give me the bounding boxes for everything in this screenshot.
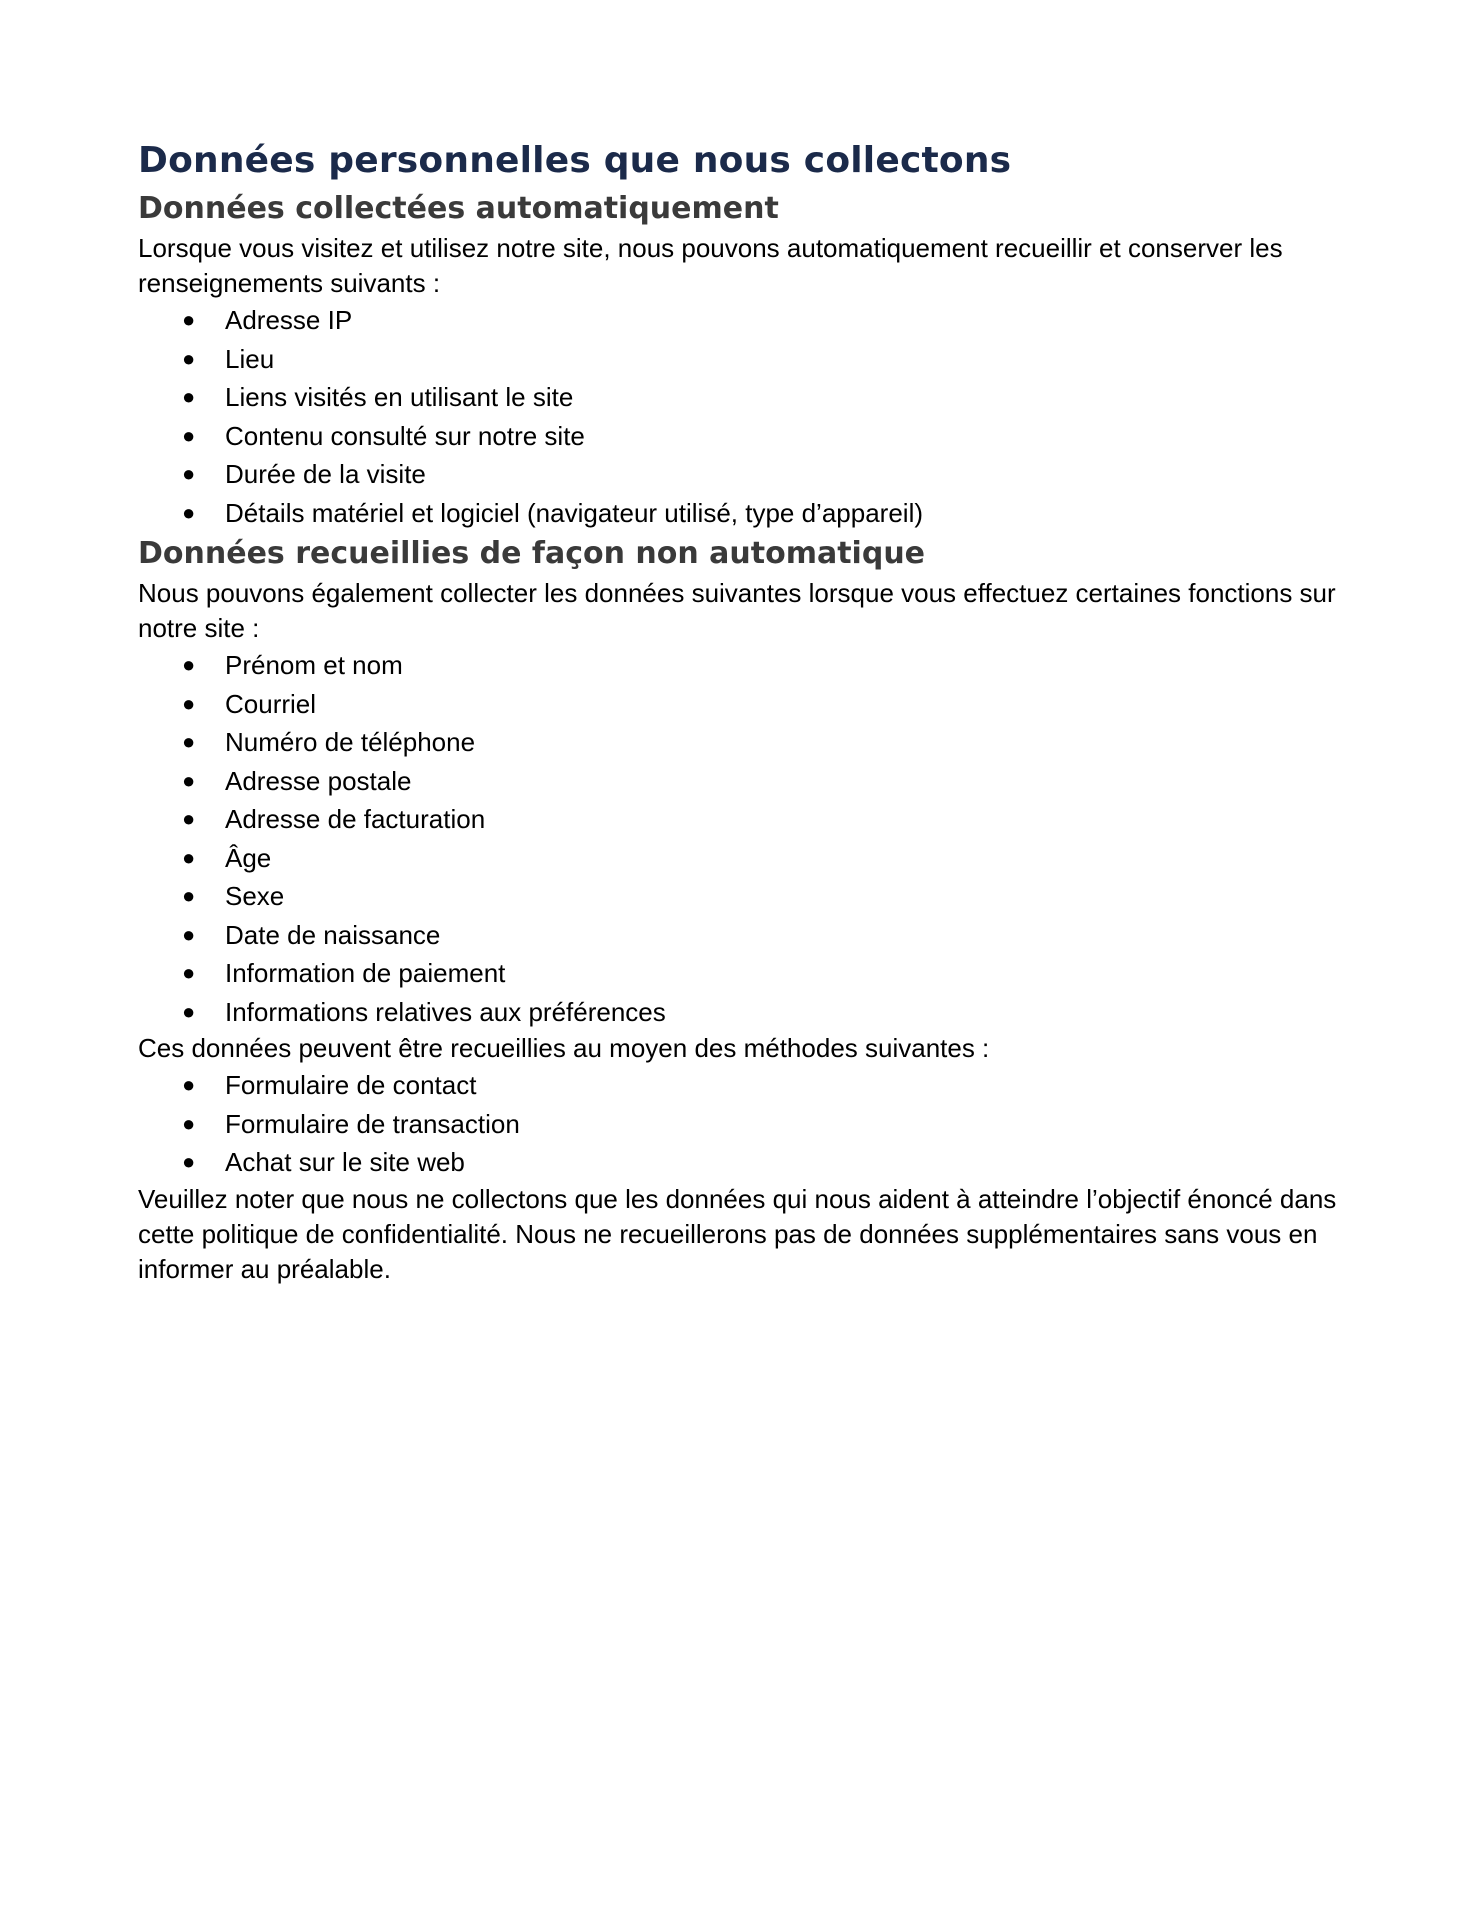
section-intro-automatic: Lorsque vous visitez et utilisez notre site, nous pouvons automatiquement recueillir et conserver les renseignements suivants : [138,233,1283,298]
bullet-list-methods [138,1066,1358,1182]
bullet-list-automatic [138,301,1358,532]
page-title: Données personnelles que nous collectons [138,140,1012,181]
bullet-list-non-automatic [138,646,1358,1031]
list-item: ● Adresse IP [182,301,1358,340]
list-item: ● Prénom et nom [182,646,1358,685]
document-page [138,135,1358,1287]
list-item: ● Adresse de facturation [182,800,1358,839]
list-item: ● Informations relatives aux préférences [182,993,1358,1032]
list-item: ● Durée de la visite [182,455,1358,494]
list-item: ● Date de naissance [182,916,1358,955]
list-item: ● Information de paiement [182,954,1358,993]
list-item: ● Sexe [182,877,1358,916]
list-item: ● Détails matériel et logiciel (navigateur utilisé, type d’appareil) [182,494,1358,533]
list-item: ● Formulaire de transaction [182,1105,1358,1144]
section-heading-non-automatic: Données recueillies de façon non automatique [138,536,926,571]
list-item: ● Achat sur le site web [182,1143,1358,1182]
list-item: ● Numéro de téléphone [182,723,1358,762]
list-item: ● Courriel [182,685,1358,724]
list-item: ● Lieu [182,340,1358,379]
list-item: ● Âge [182,839,1358,878]
methods-intro: Ces données peuvent être recueillies au moyen des méthodes suivantes : [138,1033,990,1063]
section-intro-non-automatic: Nous pouvons également collecter les données suivantes lorsque vous effectuez certaines fonctions sur notre site : [138,578,1336,643]
section-heading-automatic: Données collectées automatiquement [138,191,779,226]
list-item: ● Liens visités en utilisant le site [182,378,1358,417]
list-item: ● Contenu consulté sur notre site [182,417,1358,456]
list-item: ● Adresse postale [182,762,1358,801]
closing-note: Veuillez noter que nous ne collectons que les données qui nous aident à atteindre l’objectif énoncé dans cette politique de confidentialité. Nous ne recueillerons pas de données supplémentaires sans vous en informer au préalable. [138,1183,1337,1284]
list-item: ● Formulaire de contact [182,1066,1358,1105]
